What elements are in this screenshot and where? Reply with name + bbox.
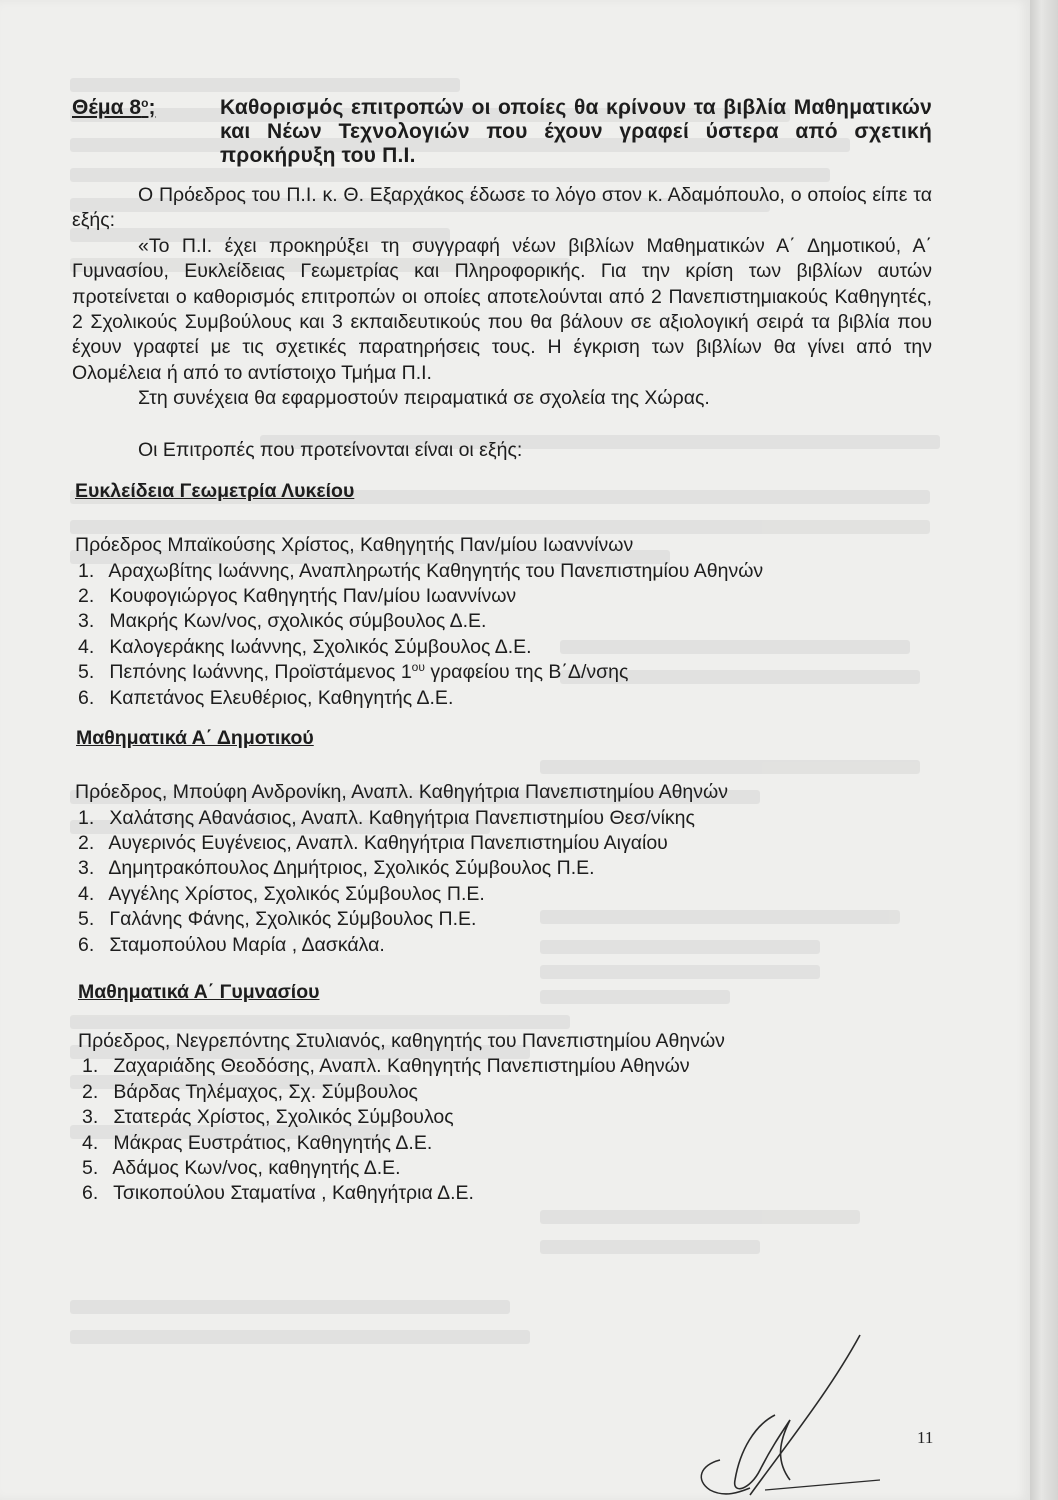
subject-label [72,96,220,168]
section-chair: Πρόεδρος Μπαϊκούσης Χρίστος, Καθηγητής Παν/μίου Ιωαννίνων [75,534,634,557]
member-list [78,806,932,958]
list-item: 4. Αγγέλης Χρίστος, Σχολικός Σύμβουλος Π.Ε. [78,882,485,905]
list-item: 5. Πεπόνης Ιωάννης, Προϊστάμενος $1^{o\upsilon}$ γραφείου της Β΄Δ/νσης [78,660,629,684]
subject-text: Καθορισμός επιτροπών οι οποίες θα κρίνουν τα βιβλία Μαθηματικών και Νέων Τεχνολογιών που έχουν γραφεί ύστερα από σχετική προκήρυξη του Π.Ι. [220,96,932,167]
section-title-euclidean-geometry: Ευκλείδεια Γεωμετρία Λυκείου [75,480,355,503]
list-item: 2. Αυγερινός Ευγένειος, Αναπλ. Καθηγήτρια Πανεπιστημίου Αιγαίου [78,831,668,854]
list-item: 3. Δημητρακόπουλος Δημήτριος, Σχολικός Σύμβουλος Π.Ε. [78,857,595,880]
document-body [72,96,932,1207]
list-item: 1. Χαλάτσης Αθανάσιος, Αναπλ. Καθηγήτρια Πανεπιστημίου Θεσ/νίκης [78,806,695,829]
list-item: 3. Στατεράς Χρίστος, Σχολικός Σύμβουλος [82,1106,454,1129]
list-item: 1. Αραχωβίτης Ιωάννης, Αναπληρωτής Καθηγητής του Πανεπιστημίου Αθηνών [78,559,764,582]
handwritten-signature [680,1330,880,1500]
intro-paragraph: Ο Πρόεδρος του Π.Ι. κ. Θ. Εξαρχάκος έδωσε το λόγο στον κ. Αδαμόπουλο, ο οποίος είπε τα εξής: [72,184,932,232]
list-item: 4. Μάκρας Ευστράτιος, Καθηγητής Δ.Ε. [82,1131,433,1154]
quote-paragraph: «Το Π.Ι. έχει προκηρύξει τη συγγραφή νέων βιβλίων Μαθηματικών Α΄ Δημοτικού, Α΄ Γυμνασίου, Ευκλείδειας Γεωμετρίας και Πληροφορικής. Για την κρίση των βιβλίων αυτών προτείνεται ο καθορισμός επιτροπών οι οποίες αποτελούνται από 2 Πανεπιστημιακούς Καθηγητές, 2 Σχολικούς Συμβούλους και 3 εκπαιδευτικούς που θα βάλουν σε αξιολογική σειρά τα βιβλία που έχουν γραφτεί με τις σχετικές παρατηρήσεις τους. Η έγκριση των βιβλίων θα γίνει από την Ολομέλεια ή από το αντίστοιχο Τμήμα Π.Ι. [72,234,932,384]
list-item: 6. Καπετάνος Ελευθέριος, Καθηγητής Δ.Ε. [78,686,454,709]
page-edge [1030,0,1058,1500]
list-item: 3. Μακρής Κων/νος, σχολικός σύμβουλος Δ.Ε. [78,610,487,633]
list-item: 5. Αδάμος Κων/νος, καθηγητής Δ.Ε. [82,1157,401,1180]
subject-heading [72,96,932,168]
section-chair: Πρόεδρος, Νεγρεπόντης Στυλιανός, καθηγητής του Πανεπιστημίου Αθηνών [78,1029,725,1052]
list-item: 2. Κουφογιώργος Καθηγητής Παν/μίου Ιωαννίνων [78,584,517,607]
next-paragraph: Στη συνέχεια θα εφαρμοστούν πειραματικά σε σχολεία της Χώρας. [138,387,710,410]
list-item: 2. Βάρδας Τηλέμαχος, Σχ. Σύμβουλος [82,1080,418,1103]
member-list [82,1054,932,1206]
list-item: 6. Τσικοπούλου Σταματίνα , Καθηγήτρια Δ.Ε. [82,1182,474,1205]
section-title-gymnasium-math: Μαθηματικά Α΄ Γυμνασίου [78,980,320,1003]
section-chair: Πρόεδρος, Μπούφη Ανδρονίκη, Αναπλ. Καθηγήτρια Πανεπιστημίου Αθηνών [75,781,729,803]
subject-label-sup: ο [141,96,149,110]
section-title-primary-math: Μαθηματικά Α΄ Δημοτικού [76,727,314,749]
list-item: 1. Ζαχαριάδης Θεοδόσης, Αναπλ. Καθηγητής Πανεπιστημίου Αθηνών [82,1055,690,1078]
subject-label-suffix: ; [148,96,156,119]
list-item: 5. Γαλάνης Φάνης, Σχολικός Σύμβουλος Π.Ε. [78,908,477,931]
page-number: 11 [917,1428,934,1447]
committees-intro: Οι Επιτροπές που προτείνονται είναι οι εξής: [138,438,523,461]
subject-label-main: Θέμα 8 [72,96,142,119]
list-item: 6. Σταμοπούλου Μαρία , Δασκάλα. [78,933,385,956]
list-item: 4. Καλογεράκης Ιωάννης, Σχολικός Σύμβουλος Δ.Ε. [78,635,532,658]
member-list [78,559,932,711]
